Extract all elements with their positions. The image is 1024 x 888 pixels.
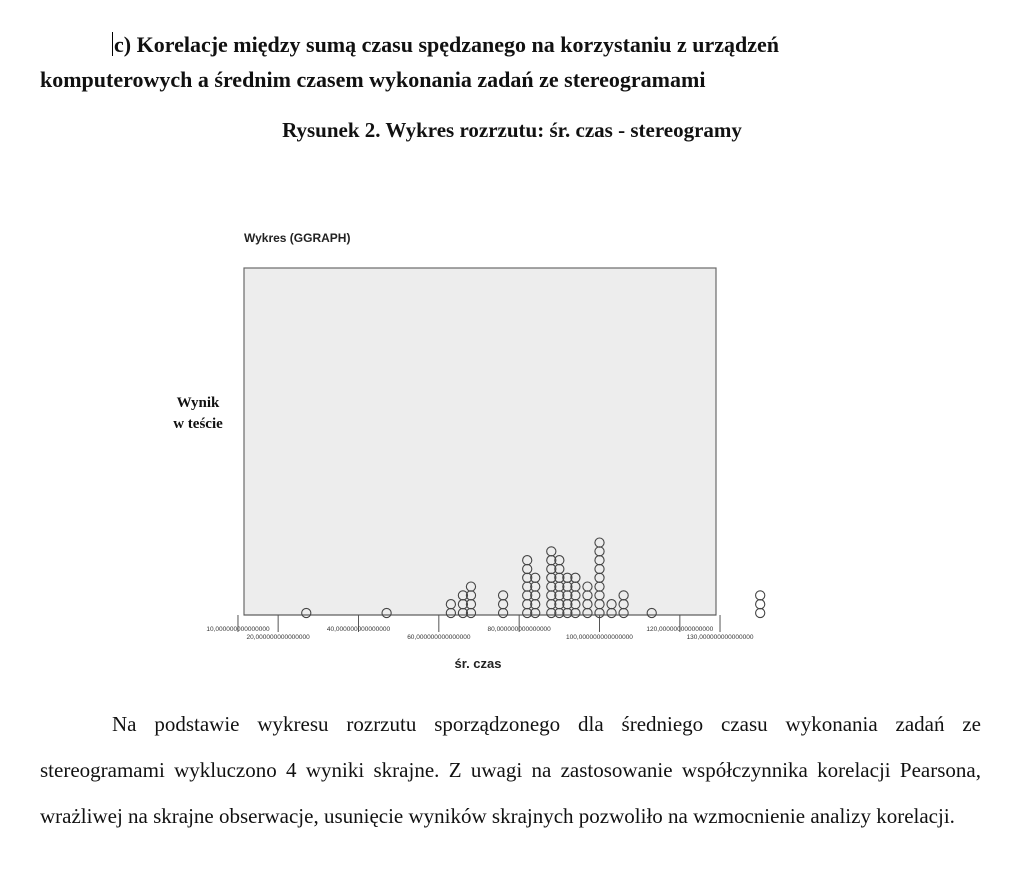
x-axis-label: śr. czas (454, 656, 502, 671)
x-tick-label: 20,000000000000000 (246, 634, 310, 641)
heading-line-1: c) Korelacje między sumą czasu spędzanego na korzystaniu z urządzeń (114, 32, 780, 57)
x-tick-label: 80,000000000000000 (487, 626, 551, 633)
paragraph-text: Na podstawie wykresu rozrzutu sporządzonego dla średniego czasu wykonania zadań ze stereogramami wykluczono 4 wyniki skrajne. Z uwagi na zastosowanie współczynnika korelacji Pearsona, wrażliwej na skrajne obserwacje, usunięcie wyników skrajnych pozwoliło na wzmocnienie analizy korelacji. (40, 712, 981, 828)
figure-title: Rysunek 2. Wykres rozrzutu: śr. czas - stereogramy (282, 118, 742, 142)
body-paragraph (40, 701, 981, 839)
x-tick-label: 130,000000000000000 (686, 634, 754, 641)
x-tick-label: 100,000000000000000 (566, 634, 633, 641)
data-point (756, 600, 765, 609)
data-point (756, 608, 765, 617)
y-axis-label-line-2: w teście (173, 416, 223, 432)
plot-area (244, 268, 716, 615)
x-tick-label: 10,000000000000000 (206, 626, 270, 633)
x-tick-label: 40,000000000000000 (326, 626, 391, 633)
x-tick-label: 60,000000000000000 (407, 634, 471, 641)
chart-title: Wykres (GGRAPH) (244, 231, 351, 245)
x-tick-label: 120,000000000000000 (646, 626, 714, 633)
y-axis-label-line-1: Wynik (176, 395, 220, 411)
x-axis-ticks (206, 615, 753, 641)
data-point (756, 591, 765, 600)
heading-line-2: komputerowych a średnim czasem wykonania zadań ze stereogramami (40, 67, 706, 92)
